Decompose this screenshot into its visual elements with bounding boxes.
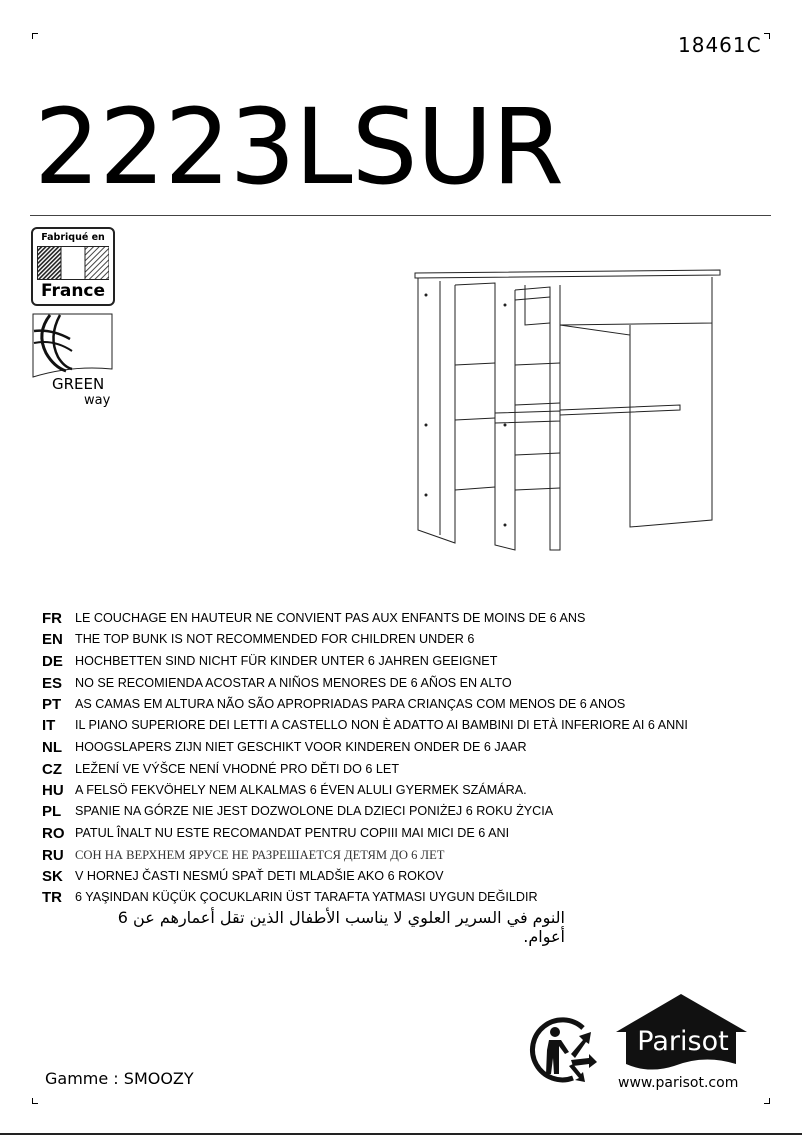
warning-text: IL PIANO SUPERIORE DEI LETTI A CASTELLO NON È ADATTO AI BAMBINI DI ETÀ INFERIORE AI 6 ANNI: [75, 718, 688, 732]
warning-cz: [42, 759, 399, 779]
warning-text: HOCHBETTEN SIND NICHT FÜR KINDER UNTER 6 JAHREN GEEIGNET: [75, 654, 498, 668]
france-label: France: [40, 281, 106, 301]
lang-code: TR: [42, 888, 62, 906]
lang-code: NL: [42, 738, 62, 756]
crop-mark: [32, 1098, 38, 1104]
lang-code: PL: [42, 802, 62, 820]
recycling-icon: [525, 1010, 600, 1085]
crop-mark: [32, 33, 38, 39]
warning-text: THE TOP BUNK IS NOT RECOMMENDED FOR CHILDREN UNDER 6: [75, 632, 475, 646]
made-in-france-badge: [31, 227, 115, 306]
warning-text: AS CAMAS EM ALTURA NÃO SÃO APROPRIADAS PARA CRIANÇAS COM MENOS DE 6 ANOS: [75, 697, 626, 711]
lang-code: RO: [42, 824, 65, 842]
warning-hu: [42, 780, 527, 800]
lang-code: EN: [42, 630, 63, 648]
warning-nl: [42, 737, 527, 757]
warning-text: A FELSÖ FEKVÖHELY NEM ALKALMAS 6 ÉVEN ALULI GYERMEK SZÁMÁRA.: [75, 783, 527, 797]
lang-code: PT: [42, 695, 62, 713]
warning-it: [42, 715, 688, 735]
warning-tr: [42, 887, 538, 907]
lang-code: IT: [42, 716, 56, 734]
warning-text: СОН НА ВЕРХНЕМ ЯРУСЕ НЕ РАЗРЕШАЕТСЯ ДЕТЯМ ДО 6 ЛЕТ: [75, 847, 445, 862]
crop-mark: [764, 1098, 770, 1104]
parisot-logo: [614, 992, 749, 1074]
page-title: 2223LSUR: [34, 86, 564, 208]
made-in-label: Fabriqué en: [41, 232, 105, 243]
warning-text: 6 YAŞINDAN KÜÇÜK ÇOCUKLARIN ÜST TARAFTA YATMASI UYGUN DEĞILDIR: [75, 890, 538, 904]
way-label: way: [84, 393, 111, 408]
warning-text: PATUL ÎNALT NU ESTE RECOMANDAT PENTRU COPIII MAI MICI DE 6 ANI: [75, 826, 510, 840]
green-label: GREEN: [52, 375, 105, 393]
website-link[interactable]: www.parisot.com: [618, 1075, 739, 1091]
divider: [30, 215, 771, 216]
reference-number: 18461C: [678, 33, 762, 57]
warning-sk: [42, 866, 444, 886]
loft-bed-illustration: [410, 265, 730, 555]
lang-code: SK: [42, 867, 63, 885]
globe-icon: [32, 313, 114, 379]
warning-ro: [42, 823, 509, 843]
warning-ar: النوم في السرير العلوي لا يناسب الأطفال الذين تقل أعمارهم عن 6 أعوام.: [117, 908, 565, 946]
lang-code: CZ: [42, 760, 62, 778]
flag-icon: [37, 246, 109, 280]
page-edge: [0, 1133, 802, 1135]
warning-pl: [42, 801, 553, 821]
brand-name: Parisot: [637, 1026, 729, 1057]
warning-es: [42, 673, 512, 693]
lang-code: ES: [42, 674, 63, 692]
warning-pt: [42, 694, 625, 714]
warning-de: [42, 651, 497, 671]
crop-mark: [764, 33, 770, 39]
lang-code: DE: [42, 652, 63, 670]
warning-text: V HORNEJ ČASTI NESMÚ SPAŤ DETI MLADŠIE AKO 6 ROKOV: [75, 869, 444, 883]
warning-text: HOOGSLAPERS ZIJN NIET GESCHIKT VOOR KINDEREN ONDER DE 6 JAAR: [75, 740, 527, 754]
warning-text: NO SE RECOMIENDA ACOSTAR A NIÑOS MENORES DE 6 AÑOS EN ALTO: [75, 676, 512, 690]
warning-text: SPANIE NA GÓRZE NIE JEST DOZWOLONE DLA DZIECI PONIŻEJ 6 ROKU ŻYCIA: [75, 804, 554, 818]
product-range: Gamme : SMOOZY: [45, 1069, 194, 1088]
warning-en: [42, 629, 474, 649]
warning-fr: [42, 608, 585, 628]
lang-code: HU: [42, 781, 64, 799]
lang-code: FR: [42, 609, 62, 627]
warning-ru: [42, 845, 444, 865]
green-way-logo: [32, 313, 114, 413]
lang-code: RU: [42, 846, 64, 864]
warning-text: LEŽENÍ VE VÝŠCE NENÍ VHODNÉ PRO DĚTI DO 6 LET: [75, 762, 400, 776]
warning-text: LE COUCHAGE EN HAUTEUR NE CONVIENT PAS AUX ENFANTS DE MOINS DE 6 ANS: [75, 611, 586, 625]
